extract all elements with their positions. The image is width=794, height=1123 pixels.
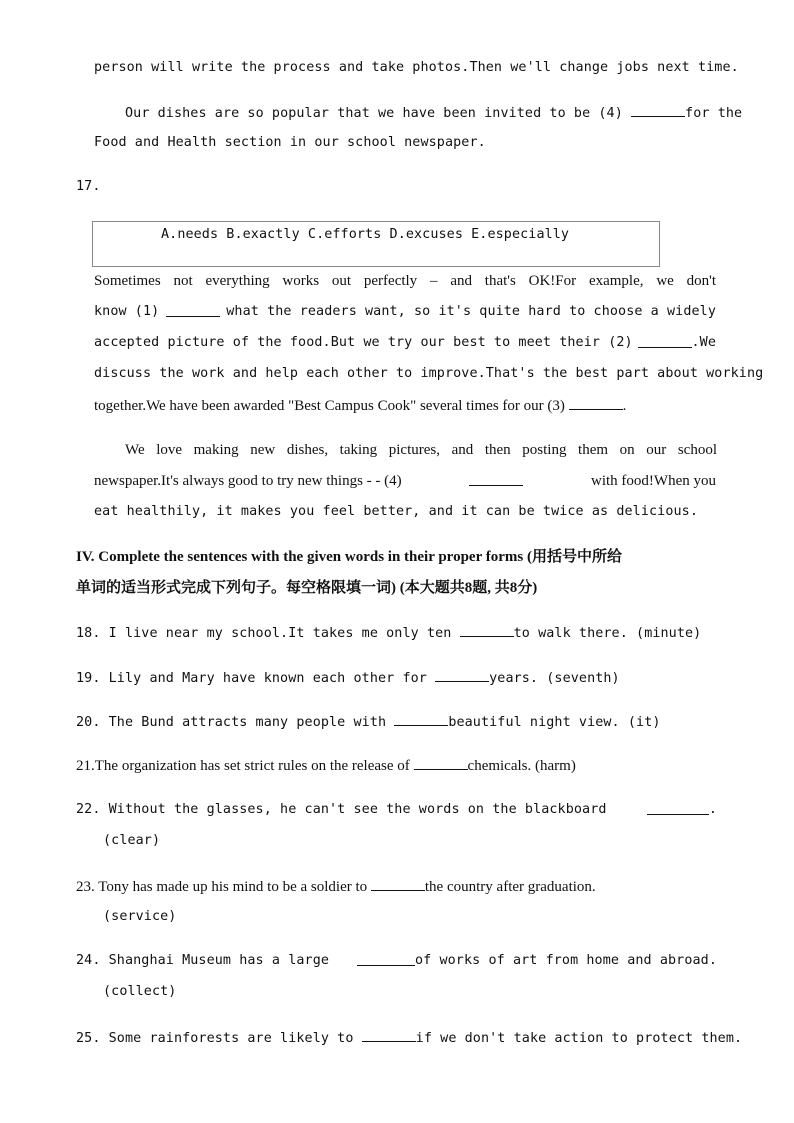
passage-text: for the bbox=[685, 106, 743, 121]
answer-blank[interactable] bbox=[631, 102, 685, 117]
passage-line bbox=[94, 302, 716, 322]
question-item bbox=[76, 800, 717, 820]
passage-text: know (1) bbox=[94, 304, 160, 319]
answer-blank[interactable] bbox=[638, 333, 692, 348]
section-heading: IV. Complete the sentences with the given words in their proper forms (用括号中所给 bbox=[76, 549, 622, 565]
answer-blank[interactable] bbox=[435, 667, 489, 682]
passage-line bbox=[94, 395, 716, 416]
passage-line bbox=[125, 102, 743, 124]
answer-blank[interactable] bbox=[647, 800, 709, 815]
question-text: 18. I live near my school.It takes me only ten bbox=[76, 626, 460, 641]
answer-blank[interactable] bbox=[469, 471, 523, 486]
question-text: chemicals. (harm) bbox=[467, 758, 576, 774]
word-bank-options: A.needs B.exactly C.efforts D.excuses E.especially bbox=[161, 227, 570, 242]
question-hint: (service) bbox=[103, 909, 177, 924]
question-text: 21.The organization has set strict rules on the release of bbox=[76, 758, 414, 774]
answer-blank[interactable] bbox=[460, 622, 514, 637]
answer-blank[interactable] bbox=[394, 711, 448, 726]
question-text: 24. Shanghai Museum has a large bbox=[76, 953, 330, 968]
question-item bbox=[76, 622, 701, 644]
passage-line bbox=[94, 333, 716, 353]
passage-text: . bbox=[622, 398, 627, 414]
question-text: beautiful night view. (it) bbox=[448, 715, 661, 730]
question-item bbox=[76, 951, 717, 971]
passage-text: newspaper.It's always good to try new things - - (4) bbox=[94, 473, 402, 489]
question-text: the country after graduation. bbox=[424, 879, 596, 895]
passage-line: person will write the process and take photos.Then we'll change jobs next time. bbox=[94, 60, 739, 75]
passage-line bbox=[94, 471, 716, 491]
question-item bbox=[76, 1027, 742, 1049]
question-item bbox=[76, 667, 620, 689]
passage-text: together.We have been awarded "Best Campus Cook" several times for our (3) bbox=[94, 398, 565, 414]
passage-line: We love making new dishes, taking pictures, and then posting them on our school bbox=[125, 442, 717, 458]
question-text: 22. Without the glasses, he can't see the words on the blackboard bbox=[76, 802, 607, 817]
question-item bbox=[76, 711, 661, 733]
question-text: 25. Some rainforests are likely to bbox=[76, 1031, 362, 1046]
question-item bbox=[76, 876, 596, 897]
passage-text: what the readers want, so it's quite hard to choose a widely bbox=[226, 304, 716, 319]
answer-blank[interactable] bbox=[166, 302, 220, 317]
question-text: 23. Tony has made up his mind to be a soldier to bbox=[76, 879, 371, 895]
section-heading: 单词的适当形式完成下列句子。每空格限填一词) (本大题共8题, 共8分) bbox=[76, 580, 538, 596]
answer-blank[interactable] bbox=[362, 1027, 416, 1042]
question-text: if we don't take action to protect them. bbox=[415, 1031, 743, 1046]
answer-blank[interactable] bbox=[371, 876, 425, 891]
question-text: of works of art from home and abroad. bbox=[415, 953, 717, 968]
answer-blank[interactable] bbox=[357, 951, 415, 966]
passage-text: Our dishes are so popular that we have been invited to be (4) bbox=[125, 106, 623, 121]
passage-text: with food!When you bbox=[591, 473, 716, 489]
passage-text: .We bbox=[691, 335, 716, 350]
question-text: to walk there. (minute) bbox=[513, 626, 702, 641]
passage-line: Sometimes not everything works out perfectly – and that's OK!For example, we don't bbox=[94, 273, 716, 289]
question-item bbox=[76, 755, 576, 776]
question-hint: (collect) bbox=[103, 984, 177, 999]
answer-blank[interactable] bbox=[569, 395, 623, 410]
question-text: 19. Lily and Mary have known each other for bbox=[76, 671, 436, 686]
answer-blank[interactable] bbox=[414, 755, 468, 770]
passage-line: eat healthily, it makes you feel better, and it can be twice as delicious. bbox=[94, 504, 698, 519]
passage-line: discuss the work and help each other to improve.That's the best part about working bbox=[94, 366, 764, 381]
question-text: . bbox=[708, 802, 717, 817]
question-text: 20. The Bund attracts many people with bbox=[76, 715, 395, 730]
passage-text: accepted picture of the food.But we try our best to meet their (2) bbox=[94, 335, 633, 350]
word-bank-box bbox=[92, 221, 660, 267]
question-text: years. (seventh) bbox=[489, 671, 620, 686]
question-hint: (clear) bbox=[103, 833, 161, 848]
question-number: 17. bbox=[76, 179, 101, 194]
passage-line: Food and Health section in our school newspaper. bbox=[94, 135, 486, 150]
